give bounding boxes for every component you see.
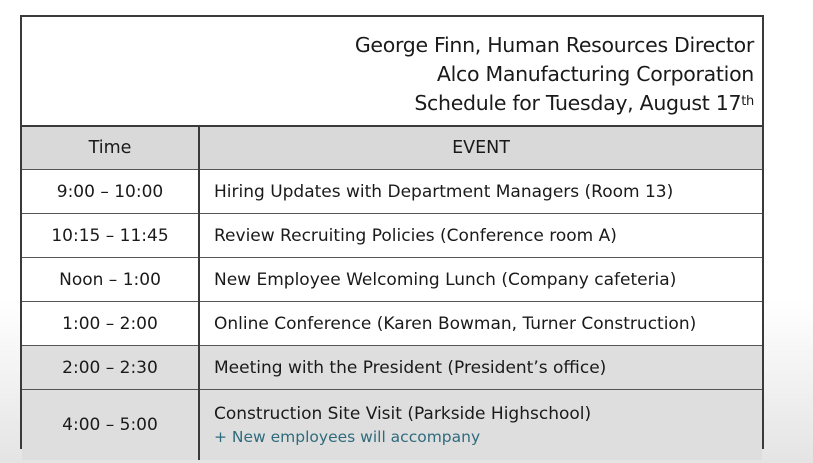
table-row — [22, 346, 762, 390]
schedule-table — [22, 127, 762, 460]
time-cell: 9:00 – 10:00 — [22, 170, 199, 214]
director-name: George Finn, Human Resources Director — [354, 33, 754, 57]
schedule-document — [20, 15, 764, 449]
event-cell — [199, 390, 762, 461]
event-cell: Online Conference (Karen Bowman, Turner Construction) — [199, 302, 762, 346]
event-note: + New employees will accompany — [214, 428, 481, 446]
time-column-header: Time — [22, 127, 199, 170]
company-name: Alco Manufacturing Corporation — [436, 62, 754, 86]
table-row — [22, 302, 762, 346]
time-cell: Noon – 1:00 — [22, 258, 199, 302]
event-cell: Review Recruiting Policies (Conference room A) — [199, 214, 762, 258]
time-cell: 10:15 – 11:45 — [22, 214, 199, 258]
schedule-date-text: Schedule for Tuesday, August 17 — [414, 91, 742, 115]
time-cell: 1:00 – 2:00 — [22, 302, 199, 346]
time-cell: 2:00 – 2:30 — [22, 346, 199, 390]
event-cell: Hiring Updates with Department Managers (Room 13) — [199, 170, 762, 214]
event-cell: Meeting with the President (President’s office) — [199, 346, 762, 390]
table-row — [22, 214, 762, 258]
table-row — [22, 170, 762, 214]
time-cell: 4:00 – 5:00 — [22, 390, 199, 461]
event-text: Construction Site Visit (Parkside Highschool) — [214, 404, 592, 424]
date-ordinal-suffix: th — [741, 94, 754, 109]
table-row — [22, 258, 762, 302]
table-header-row — [22, 127, 762, 170]
table-row — [22, 390, 762, 461]
event-column-header: EVENT — [199, 127, 762, 170]
schedule-header — [22, 17, 762, 127]
schedule-date — [22, 89, 754, 118]
event-cell: New Employee Welcoming Lunch (Company cafeteria) — [199, 258, 762, 302]
